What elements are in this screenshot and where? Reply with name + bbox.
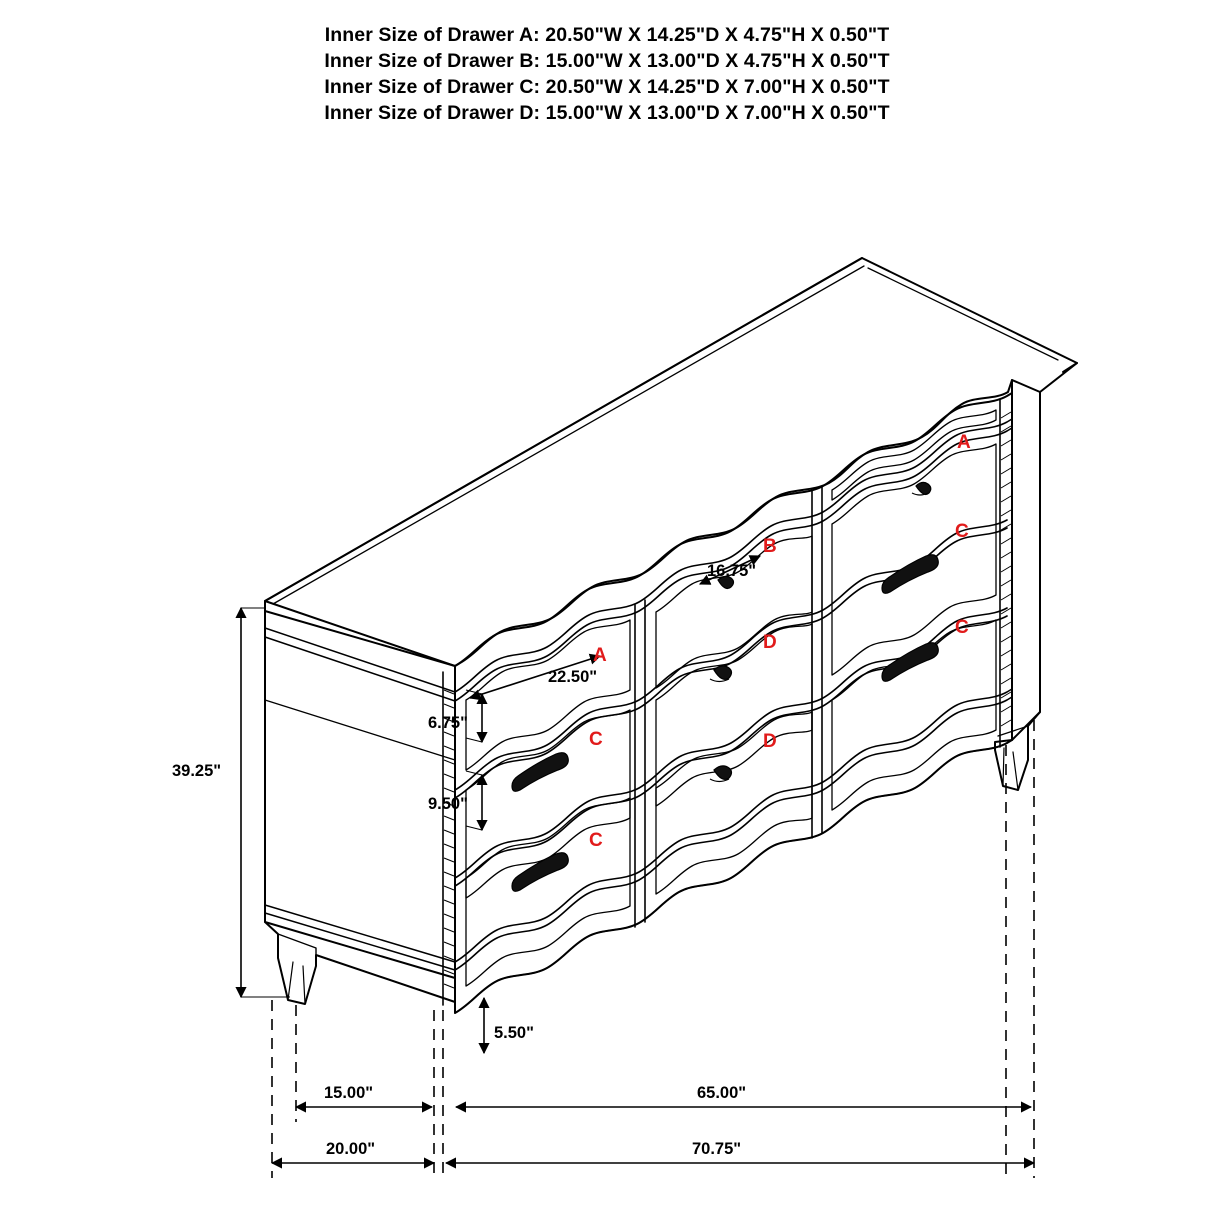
drawer-label-c-right-upper: C xyxy=(955,521,969,542)
dim-leg-height: 5.50" xyxy=(494,1024,534,1042)
dim-drawer-a-height: 6.75" xyxy=(428,714,468,732)
dim-drawer-b-width: 16.75" xyxy=(707,562,757,580)
drawer-label-b-center: B xyxy=(763,536,777,557)
dim-drawer-c-height: 9.50" xyxy=(428,795,468,813)
dim-front-width-outer: 70.75" xyxy=(692,1140,742,1158)
drawer-label-d-center-upper: D xyxy=(763,632,777,653)
dim-drawer-a-width: 22.50" xyxy=(548,668,598,686)
drawer-label-c-left-lower: C xyxy=(589,830,603,851)
dim-front-width-inner: 65.00" xyxy=(697,1084,747,1102)
spec-line-drawer-a: Inner Size of Drawer A: 20.50"W X 14.25"D X 4.75"H X 0.50"T xyxy=(324,24,890,46)
spec-line-drawer-d: Inner Size of Drawer D: 15.00"W X 13.00"D X 7.00"H X 0.50"T xyxy=(324,102,890,124)
dim-overall-height: 39.25" xyxy=(172,762,222,780)
drawer-label-c-right-lower: C xyxy=(955,617,969,638)
spec-line-drawer-c: Inner Size of Drawer C: 20.50"W X 14.25"D X 7.00"H X 0.50"T xyxy=(324,76,890,98)
dim-side-depth-inner: 15.00" xyxy=(324,1084,374,1102)
drawer-label-d-center-lower: D xyxy=(763,731,777,752)
dim-side-depth-outer: 20.00" xyxy=(326,1140,376,1158)
drawer-label-a-right: A xyxy=(957,432,971,453)
drawer-label-a-left: A xyxy=(593,645,607,666)
spec-line-drawer-b: Inner Size of Drawer B: 15.00"W X 13.00"D X 4.75"H X 0.50"T xyxy=(324,50,890,72)
drawer-label-c-left-upper: C xyxy=(589,729,603,750)
